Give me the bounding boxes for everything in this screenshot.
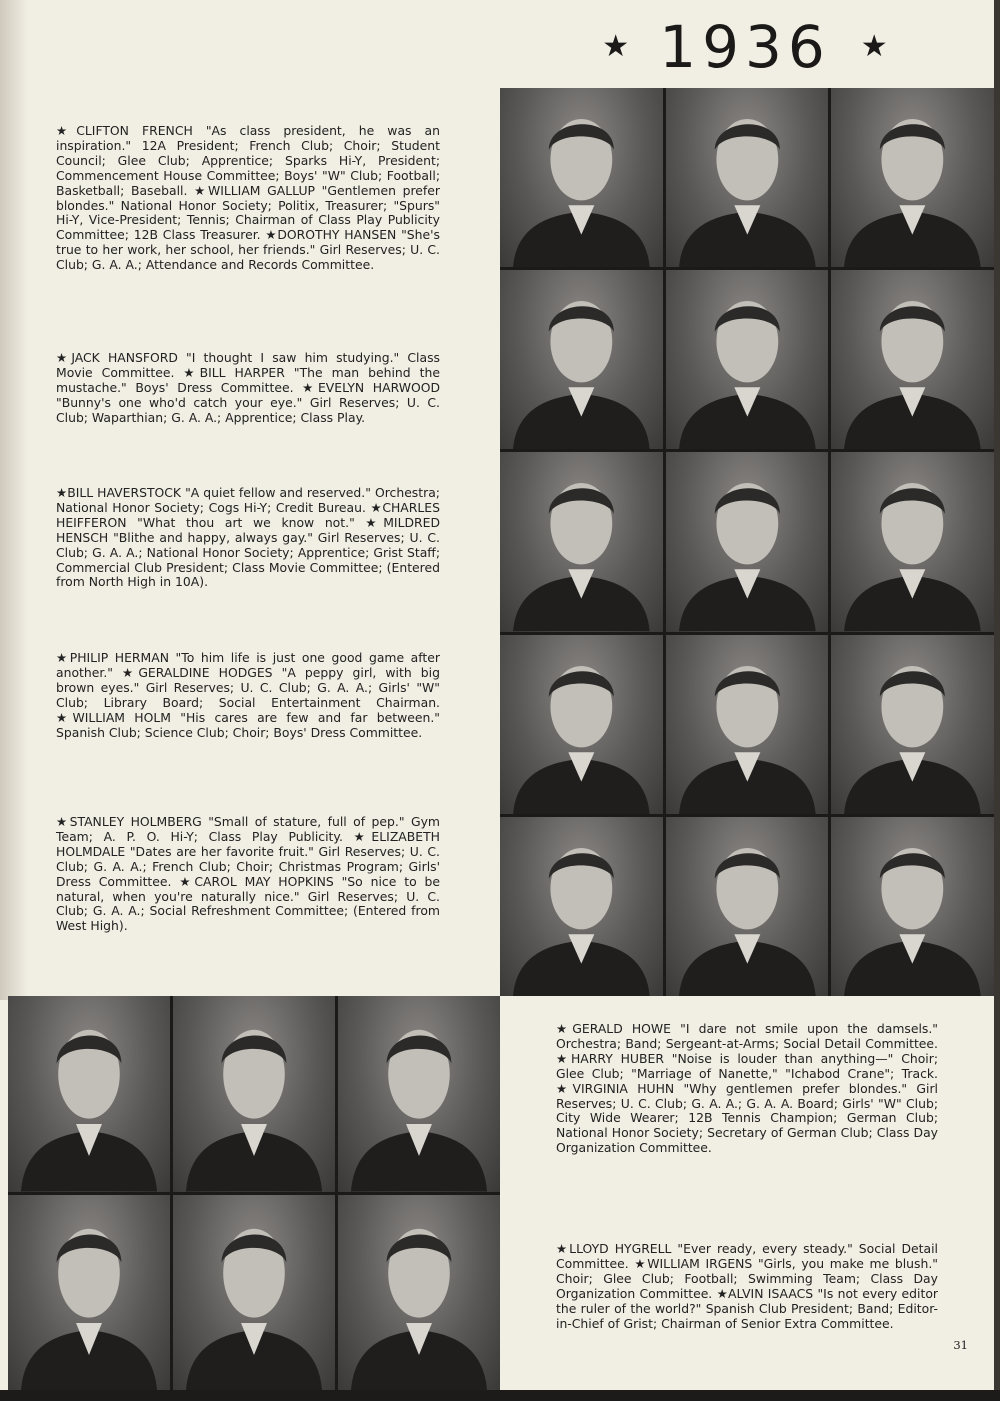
portrait-photo (8, 1195, 170, 1391)
star-icon-right: ★ (860, 29, 888, 64)
portrait-grid-right (500, 88, 994, 996)
bio-paragraph: ★JACK HANSFORD "I thought I saw him studying." Class Movie Committee. ★BILL HARPER "The man behind the mustache." Boys' Dress Committee. ★EVELYN HARWOOD "Bunny's one who'd catch your eye." Girl Reserves; U. C. Club; Waparthian; G. A. A.; Apprentice; Class Play. (56, 350, 440, 425)
bio-paragraph: ★CLIFTON FRENCH "As class president, he was an inspiration." 12A President; French Club; Choir; Student Council; Glee Club; Apprentice; Sparks Hi-Y, President; Commencement House Committee; Boys' "W" Club; Football; Basketball; Baseball. ★WILLIAM GALLUP "Gentlemen prefer blondes." National Honor Society; Politix, Treasurer; "Spurs" Hi-Y, Vice-President; Tennis; Chairman of Class Play Publicity Committee; 12B Class Treasurer. ★DOROTHY HANSEN "She's true to her work, her school, her friends." Girl Reserves; U. C. Club; G. A. A.; Attendance and Records Committee. (56, 123, 440, 273)
bio-paragraph: ★PHILIP HERMAN "To him life is just one good game after another." ★GERALDINE HODGES "A peppy girl, with big brown eyes." Girl Reserves; U. C. Club; G. A. A.; Girls' "W" Club; Library Board; Social Entertainment Chairman. ★WILLIAM HOLM "His cares are few and far between." Spanish Club; Science Club; Choir; Boys' Dress Committee. (56, 650, 440, 740)
portrait-photo (666, 817, 829, 996)
portrait-photo (173, 996, 335, 1192)
portrait-photo (831, 635, 994, 814)
portrait-photo (831, 817, 994, 996)
bio-paragraph: ★STANLEY HOLMBERG "Small of stature, full of pep." Gym Team; A. P. O. Hi-Y; Class Play Publicity. ★ELIZABETH HOLMDALE "Dates are her favorite fruit." Girl Reserves; U. C. Club; G. A. A.; French Club; Choir; Christmas Program; Girls' Dress Committee. ★CAROL MAY HOPKINS "So nice to be natural, when you're naturally nice." Girl Reserves; U. C. Club; G. A. A.; Social Refreshment Committee; (Entered from West High). (56, 814, 440, 934)
bio-paragraph: ★LLOYD HYGRELL "Ever ready, every steady." Social Detail Committee. ★WILLIAM IRGENS "Girls, you make me blush." Choir; Glee Club; Football; Swimming Team; Class Day Organization Committee. ★ALVIN ISAACS "Is not every editor the ruler of the world?" Spanish Club President; Band; Editor-in-Chief of Grist; Chairman of Senior Extra Committee. (556, 1241, 938, 1331)
binding-shadow (0, 0, 28, 1000)
portrait-photo (831, 452, 994, 631)
portrait-photo (173, 1195, 335, 1391)
portrait-photo (338, 996, 500, 1192)
bio-paragraph: ★BILL HAVERSTOCK "A quiet fellow and reserved." Orchestra; National Honor Society; Cogs Hi-Y; Credit Bureau. ★CHARLES HEIFFERON "What thou art we know not." ★MILDRED HENSCH "Blithe and happy, always gay." Girl Reserves; U. C. Club; G. A. A.; National Honor Society; Apprentice; Grist Staff; Commercial Club President; Class Movie Committee; (Entered from North High in 10A). (56, 485, 440, 590)
portrait-photo (8, 996, 170, 1192)
portrait-photo (338, 1195, 500, 1391)
page-number: 31 (953, 1338, 968, 1352)
bio-paragraph: ★GERALD HOWE "I dare not smile upon the damsels." Orchestra; Band; Sergeant-at-Arms; Social Detail Committee. ★HARRY HUBER "Noise is louder than anything—" Choir; Glee Club; "Marriage of Nanette," "Ichabod Crane"; Track. ★VIRGINIA HUHN "Why gentlemen prefer blondes." Girl Reserves; U. C. Club; G. A. A.; G. A. A. Board; Girls' "W" Club; City Wide Wearer; 12B Tennis Champion; German Club; National Honor Society; Secretary of German Club; Class Day Organization Committee. (556, 1021, 938, 1156)
class-year: 1936 (659, 13, 831, 81)
portrait-photo (666, 635, 829, 814)
portrait-photo (831, 88, 994, 267)
portrait-photo (500, 817, 663, 996)
portrait-grid-left (8, 996, 500, 1390)
portrait-photo (666, 452, 829, 631)
portrait-photo (666, 88, 829, 267)
page-edge-bottom (0, 1390, 1000, 1401)
page-edge-right (994, 0, 1000, 1401)
page-header (590, 12, 900, 82)
portrait-photo (500, 452, 663, 631)
star-icon-left: ★ (602, 29, 630, 64)
portrait-photo (666, 270, 829, 449)
portrait-photo (831, 270, 994, 449)
portrait-photo (500, 88, 663, 267)
portrait-photo (500, 635, 663, 814)
portrait-photo (500, 270, 663, 449)
